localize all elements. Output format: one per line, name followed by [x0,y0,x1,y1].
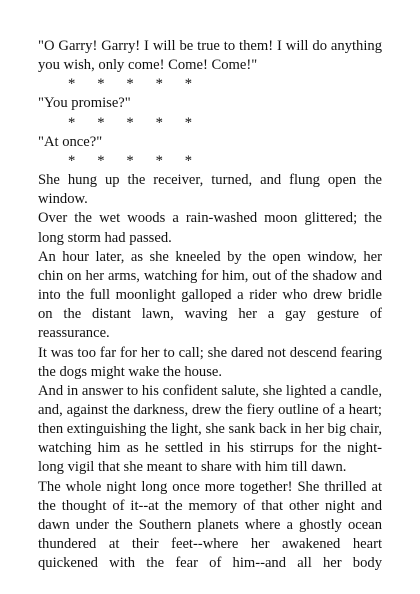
book-page-text [38,37,382,573]
narrative-paragraph: It was too far for her to call; she dared not descend fearing the dogs might wake the house. [38,344,382,380]
section-separator-stars: * * * * * [68,152,193,169]
narrative-paragraph: And in answer to his confident salute, she lighted a candle, and, against the darkness, drew the fiery outline of a heart; then extinguishing the light, she sank back in her big chair, watching him as he settled in his stirrups for the night-long vigil that she meant to share with him till dawn. [38,382,382,476]
narrative-paragraph: Over the wet woods a rain-washed moon glittered; the long storm had passed. [38,210,382,246]
dialogue-paragraph: "You promise?" [38,95,131,112]
narrative-paragraph: The whole night long once more together! She thrilled at the thought of it--at the memory of that other night and dawn under the Southern planets where a ghostly ocean thundered at their feet--where her awakened heart quickened with the fear of him--and all her body [38,478,382,572]
dialogue-paragraph: "At once?" [38,133,103,150]
narrative-paragraph: She hung up the receiver, turned, and flung open the window. [38,172,382,208]
dialogue-paragraph: "O Garry! Garry! I will be true to them! I will do anything you wish, only come! Come! Come!" [38,38,382,74]
section-separator-stars: * * * * * [68,76,193,93]
narrative-paragraph: An hour later, as she kneeled by the open window, her chin on her arms, watching for him, out of the shadow and into the full moonlight galloped a rider who drew bridle on the distant lawn, waving her a gay gesture of reassurance. [38,248,382,342]
section-separator-stars: * * * * * [68,114,193,131]
